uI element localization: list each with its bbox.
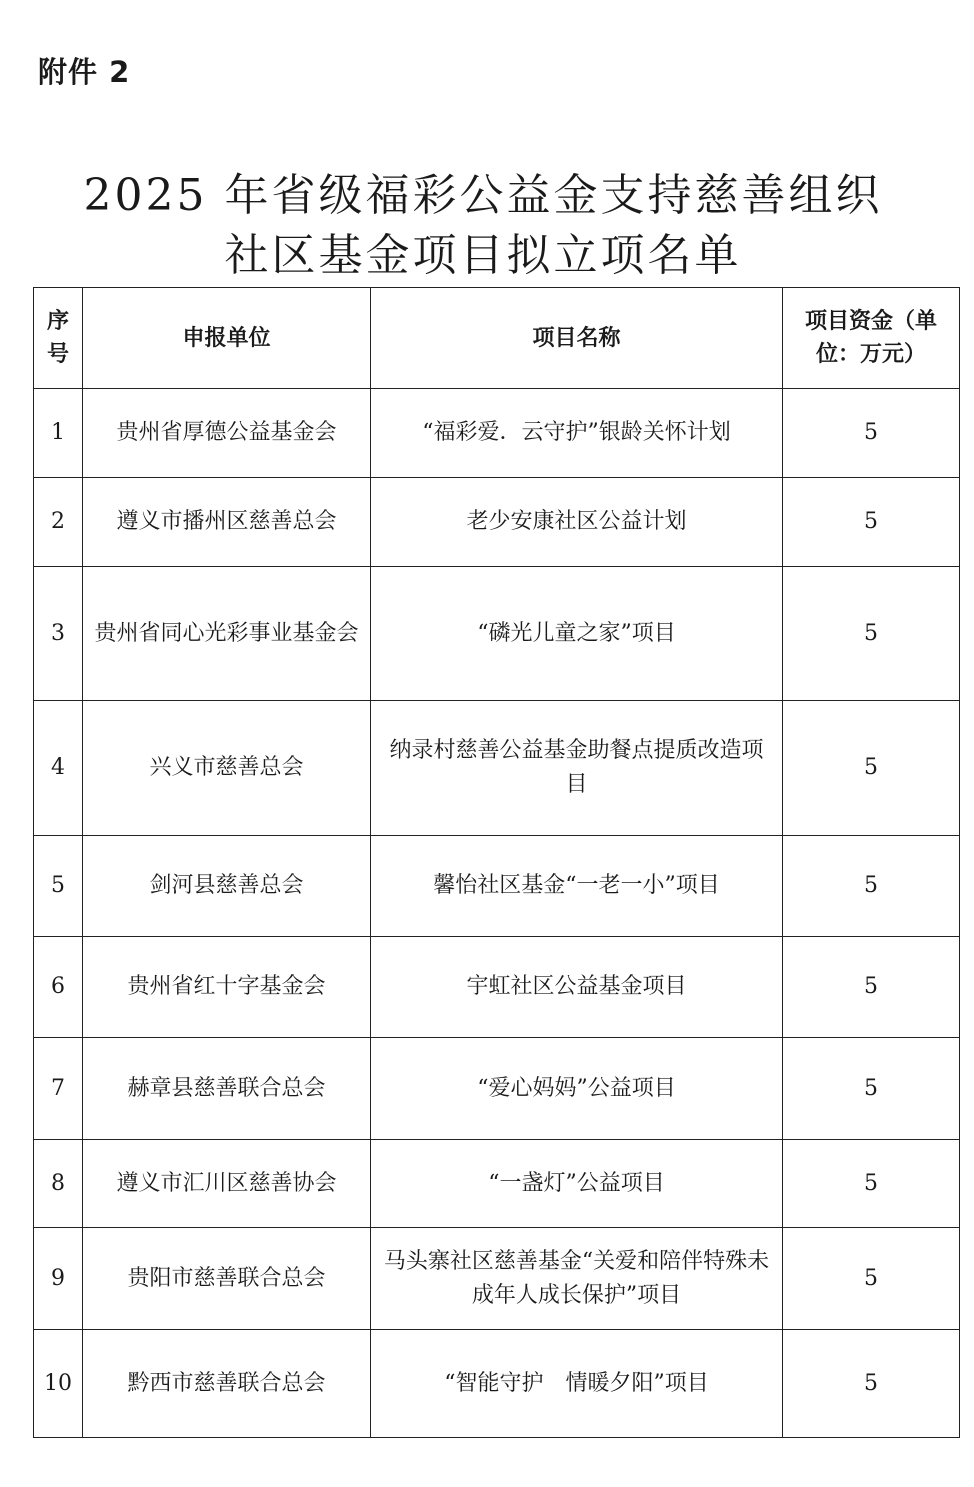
cell-seq: 6 (34, 937, 83, 1038)
cell-unit: 遵义市播州区慈善总会 (83, 478, 371, 567)
cell-funds: 5 (783, 1038, 960, 1140)
cell-project: 纳录村慈善公益基金助餐点提质改造项目 (371, 701, 783, 836)
cell-seq: 8 (34, 1140, 83, 1228)
cell-project: “爱心妈妈”公益项目 (371, 1038, 783, 1140)
cell-unit: 贵州省厚德公益基金会 (83, 389, 371, 478)
cell-funds: 5 (783, 701, 960, 836)
cell-project: “福彩爱．云守护”银龄关怀计划 (371, 389, 783, 478)
table-row (34, 1038, 960, 1140)
cell-project: 马头寨社区慈善基金“关爱和陪伴特殊未成年人成长保护”项目 (371, 1228, 783, 1330)
cell-seq: 4 (34, 701, 83, 836)
cell-funds: 5 (783, 1228, 960, 1330)
cell-funds: 5 (783, 836, 960, 937)
cell-project: “智能守护 情暖夕阳”项目 (371, 1330, 783, 1438)
cell-funds: 5 (783, 937, 960, 1038)
cell-project: “磷光儿童之家”项目 (371, 567, 783, 701)
cell-seq: 2 (34, 478, 83, 567)
table-header-row (34, 288, 960, 389)
cell-unit: 兴义市慈善总会 (83, 701, 371, 836)
header-unit: 申报单位 (83, 288, 371, 389)
cell-project: 老少安康社区公益计划 (371, 478, 783, 567)
cell-seq: 10 (34, 1330, 83, 1438)
cell-funds: 5 (783, 478, 960, 567)
cell-unit: 贵阳市慈善联合总会 (83, 1228, 371, 1330)
cell-seq: 9 (34, 1228, 83, 1330)
table-row (34, 937, 960, 1038)
cell-seq: 1 (34, 389, 83, 478)
table-row (34, 1140, 960, 1228)
table-row (34, 478, 960, 567)
cell-funds: 5 (783, 1140, 960, 1228)
header-seq: 序号 (34, 288, 83, 389)
project-list-table (33, 287, 960, 1438)
cell-unit: 剑河县慈善总会 (83, 836, 371, 937)
cell-unit: 赫章县慈善联合总会 (83, 1038, 371, 1140)
cell-unit: 遵义市汇川区慈善协会 (83, 1140, 371, 1228)
cell-funds: 5 (783, 1330, 960, 1438)
cell-project: 宇虹社区公益基金项目 (371, 937, 783, 1038)
document-title-line-1: 2025 年省级福彩公益金支持慈善组织 (83, 170, 883, 221)
table-row (34, 1228, 960, 1330)
document-title-line-2: 社区基金项目拟立项名单 (224, 230, 742, 281)
table-row (34, 836, 960, 937)
table-row (34, 567, 960, 701)
table-row (34, 389, 960, 478)
cell-seq: 7 (34, 1038, 83, 1140)
table-row (34, 701, 960, 836)
header-project: 项目名称 (371, 288, 783, 389)
table-row (34, 1330, 960, 1438)
header-funds: 项目资金（单位：万元） (783, 288, 960, 389)
cell-unit: 贵州省红十字基金会 (83, 937, 371, 1038)
cell-seq: 3 (34, 567, 83, 701)
attachment-label: 附件 2 (38, 55, 131, 89)
cell-unit: 贵州省同心光彩事业基金会 (83, 567, 371, 701)
cell-project: “一盏灯”公益项目 (371, 1140, 783, 1228)
cell-unit: 黔西市慈善联合总会 (83, 1330, 371, 1438)
cell-project: 馨怡社区基金“一老一小”项目 (371, 836, 783, 937)
cell-funds: 5 (783, 567, 960, 701)
cell-seq: 5 (34, 836, 83, 937)
cell-funds: 5 (783, 389, 960, 478)
